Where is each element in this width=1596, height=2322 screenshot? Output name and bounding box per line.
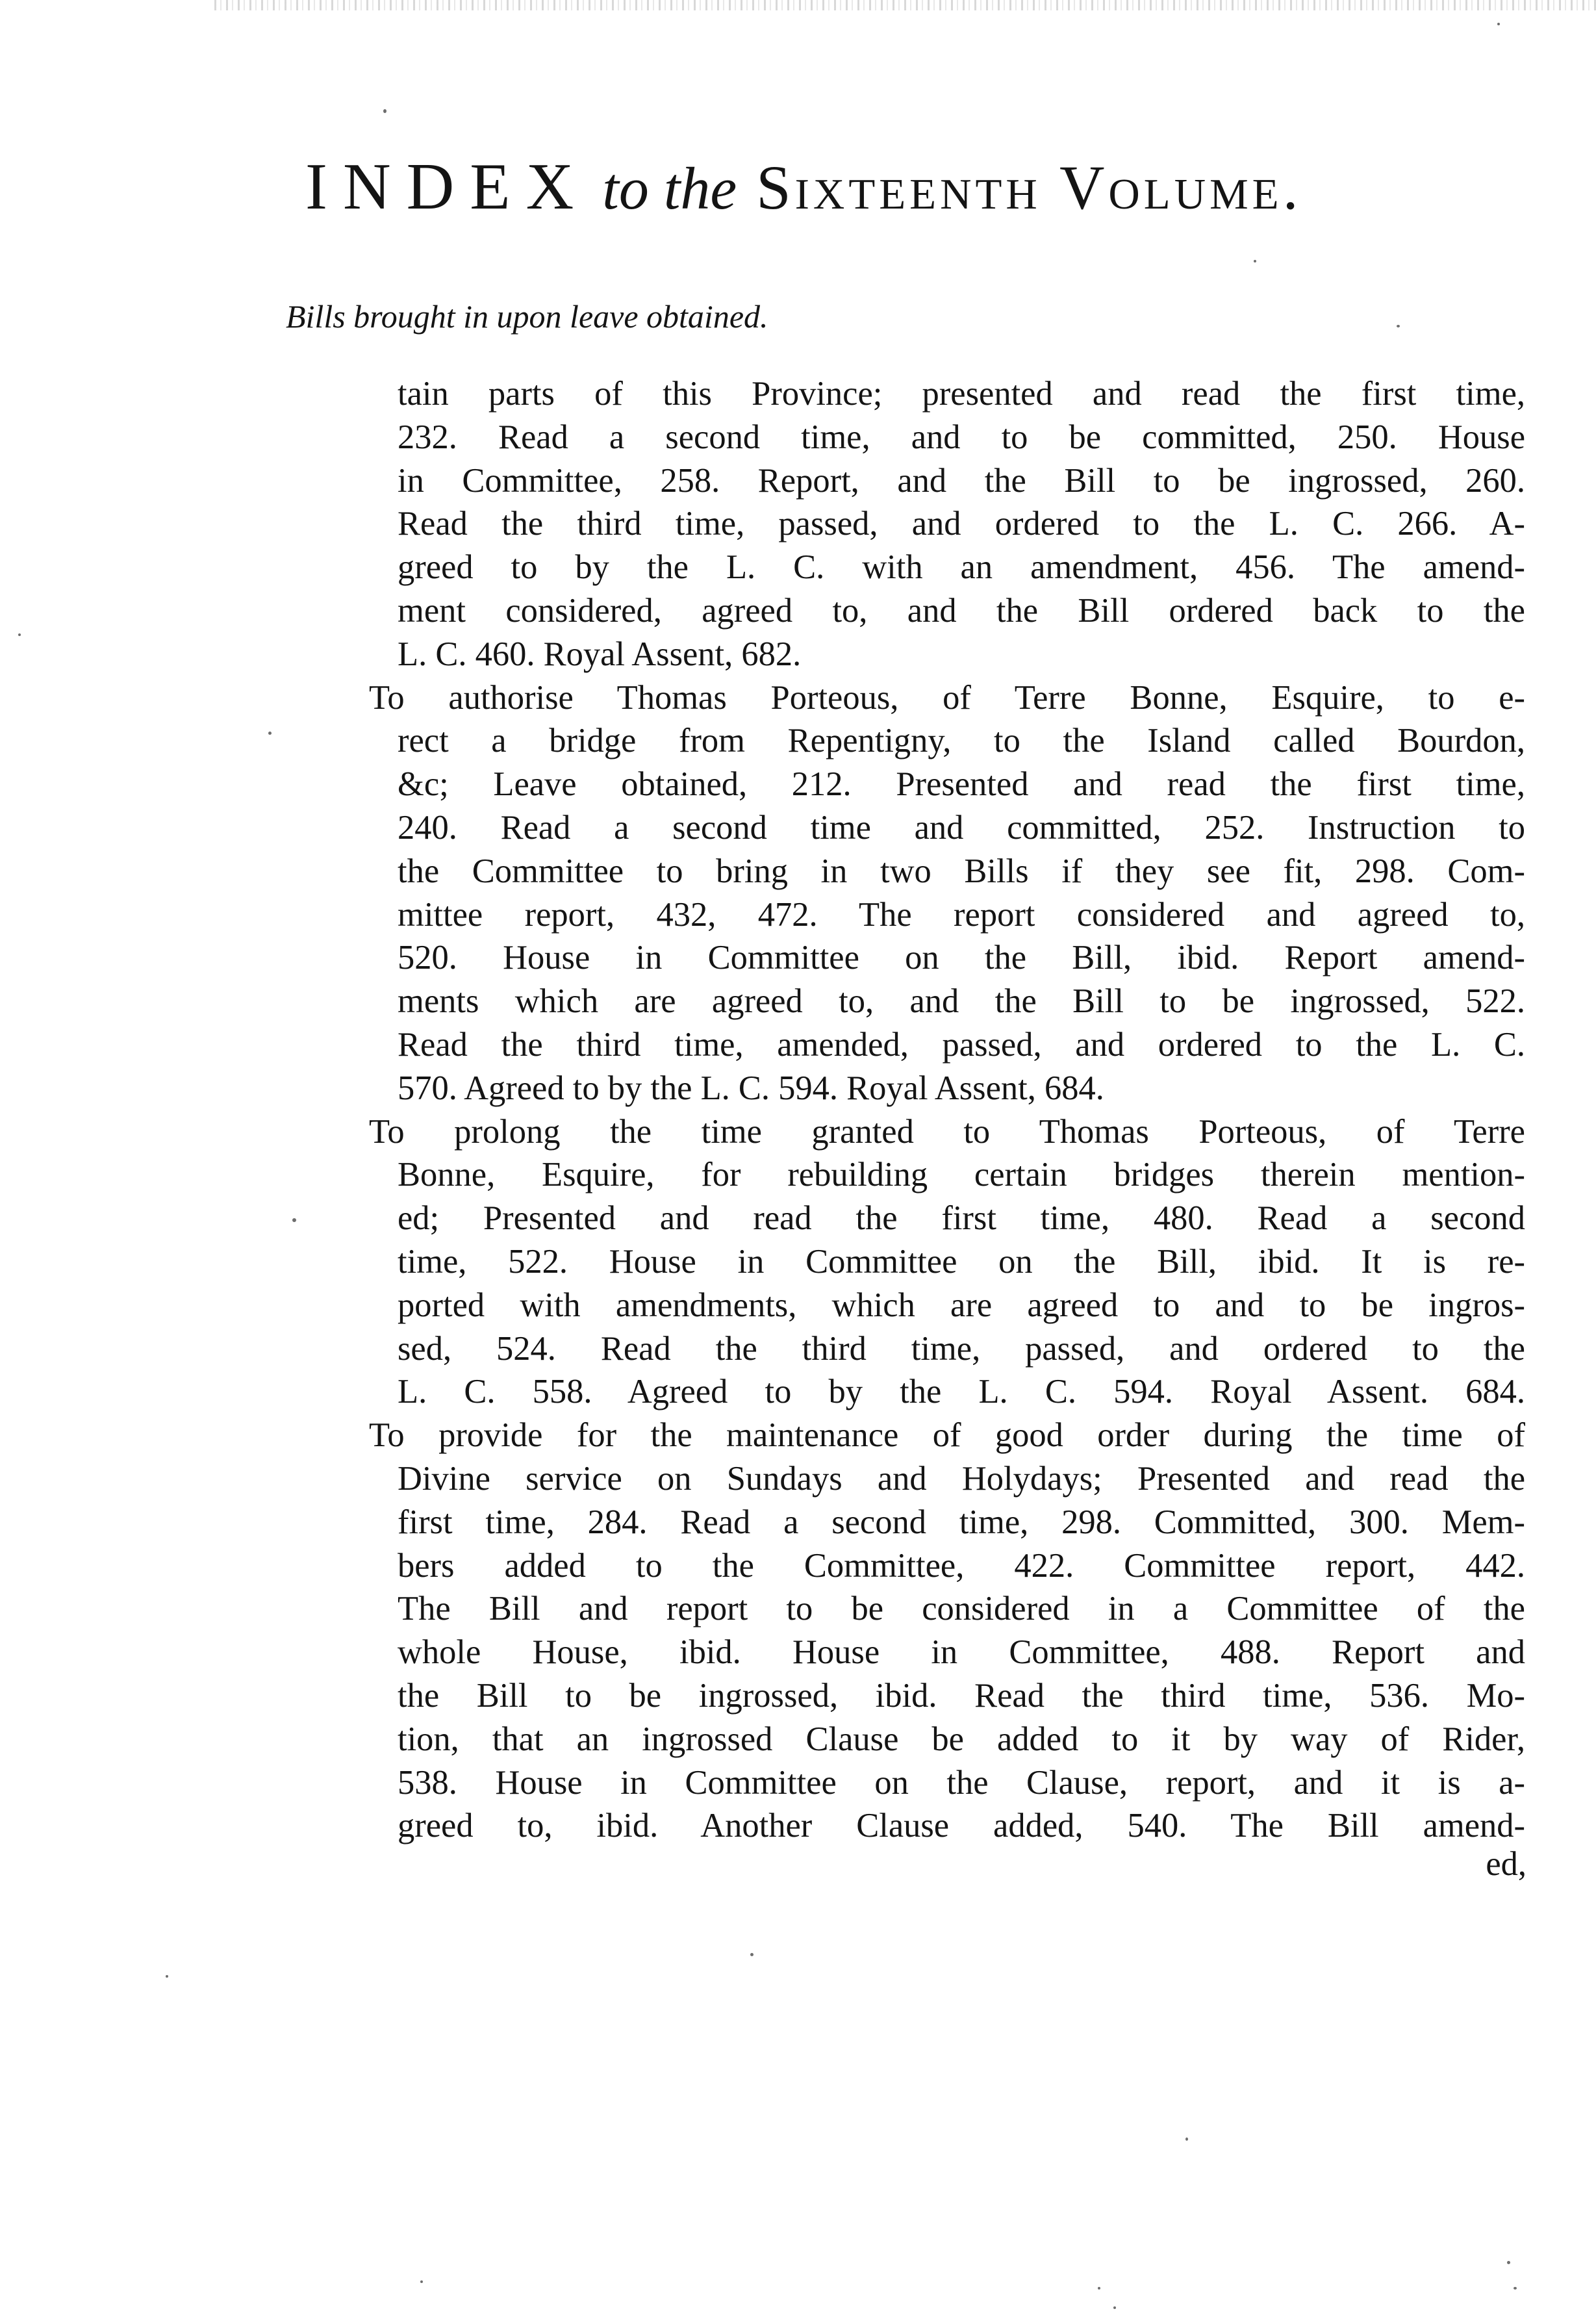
header-to-the: to the: [602, 155, 737, 222]
scan-speck: [1507, 2261, 1510, 2264]
entry-line: &c; Leave obtained, 212. Presented and read the first time,: [398, 765, 1525, 804]
entry-line: 520. House in Committee on the Bill, ibid. Report amend-: [398, 939, 1525, 977]
entry-line: The Bill and report to be considered in a Committee of the: [398, 1590, 1525, 1628]
catchword: ed,: [1486, 1845, 1526, 1883]
index-entries: [369, 372, 1525, 1848]
entry-line: Bonne, Esquire, for rebuilding certain bridges therein mention-: [398, 1156, 1525, 1194]
entry-line: To provide for the maintenance of good order during the time of: [369, 1416, 1525, 1455]
index-entry-prolong-bridges: [369, 1110, 1525, 1414]
entry-line: in Committee, 258. Report, and the Bill to be ingrossed, 260.: [398, 461, 1525, 500]
entry-line: To authorise Thomas Porteous, of Terre Bonne, Esquire, to e-: [369, 678, 1525, 717]
entry-line: ment considered, agreed to, and the Bill ordered back to the: [398, 591, 1525, 630]
scan-speck: [1098, 2287, 1100, 2290]
entry-line: L. C. 460. Royal Assent, 682.: [398, 635, 802, 673]
scan-speck: [1185, 2137, 1188, 2141]
entry-line: time, 522. House in Committee on the Bill, ibid. It is re-: [398, 1242, 1525, 1281]
entry-line: 232. Read a second time, and to be committed, 250. House: [398, 418, 1525, 456]
scan-speck: [383, 109, 386, 113]
entry-line: greed to, ibid. Another Clause added, 540. The Bill amend-: [398, 1807, 1525, 1845]
entry-line: tain parts of this Province; presented and read the first time,: [398, 375, 1525, 413]
entry-line: first time, 284. Read a second time, 298. Committed, 300. Mem-: [398, 1503, 1525, 1541]
index-entry-divine-service: [369, 1414, 1525, 1848]
entry-line: L. C. 558. Agreed to by the L. C. 594. Royal Assent. 684.: [398, 1373, 1525, 1411]
entry-line: 570. Agreed to by the L. C. 594. Royal Assent, 684.: [398, 1069, 1104, 1107]
header-index-word: INDEX: [305, 150, 590, 223]
entry-line: 538. House in Committee on the Clause, report, and it is a-: [398, 1763, 1525, 1802]
entry-line: sed, 524. Read the third time, passed, and ordered to the: [398, 1329, 1525, 1368]
scan-speck: [1254, 260, 1256, 262]
entry-line: 240. Read a second time and committed, 252. Instruction to: [398, 808, 1525, 847]
entry-line: bers added to the Committee, 422. Committee report, 442.: [398, 1546, 1525, 1585]
scan-speck: [268, 732, 272, 735]
entry-line: mittee report, 432, 472. The report considered and agreed to,: [398, 895, 1525, 934]
index-entry-continued: [369, 372, 1525, 676]
page-header: [305, 142, 1526, 233]
entry-line: greed to by the L. C. with an amendment, 456. The amend-: [398, 548, 1525, 587]
entry-line: tion, that an ingrossed Clause be added to it by way of Rider,: [398, 1720, 1525, 1758]
scan-speck: [1397, 325, 1400, 327]
scan-speck: [750, 1953, 754, 1956]
header-volume-title: Sixteenth Volume.: [756, 153, 1302, 222]
entry-line: Divine service on Sundays and Holydays; Presented and read the: [398, 1459, 1525, 1498]
scan-speck: [420, 2280, 423, 2283]
scan-edge-noise: [214, 0, 1596, 10]
entry-line: Read the third time, amended, passed, and ordered to the L. C.: [398, 1025, 1525, 1064]
index-entry-bridge-repentigny: [369, 676, 1525, 1110]
scan-speck: [1497, 23, 1500, 25]
section-heading: Bills brought in upon leave obtained.: [286, 298, 768, 335]
entry-line: whole House, ibid. House in Committee, 488. Report and: [398, 1633, 1525, 1672]
scan-speck: [1113, 2306, 1116, 2309]
entry-line: the Committee to bring in two Bills if they see fit, 298. Com-: [398, 852, 1525, 890]
scan-speck: [18, 633, 21, 636]
scan-speck: [166, 1975, 168, 1978]
entry-line: ments which are agreed to, and the Bill to be ingrossed, 522.: [398, 982, 1525, 1021]
entry-line: To prolong the time granted to Thomas Porteous, of Terre: [369, 1112, 1525, 1151]
entry-line: ported with amendments, which are agreed to and to be ingros-: [398, 1286, 1525, 1324]
scan-speck: [292, 1218, 296, 1222]
entry-line: ed; Presented and read the first time, 480. Read a second: [398, 1199, 1525, 1238]
scan-speck: [1514, 2287, 1517, 2290]
entry-line: Read the third time, passed, and ordered to the L. C. 266. A-: [398, 505, 1525, 543]
entry-line: rect a bridge from Repentigny, to the Island called Bourdon,: [398, 722, 1525, 760]
entry-line: the Bill to be ingrossed, ibid. Read the third time, 536. Mo-: [398, 1676, 1525, 1715]
